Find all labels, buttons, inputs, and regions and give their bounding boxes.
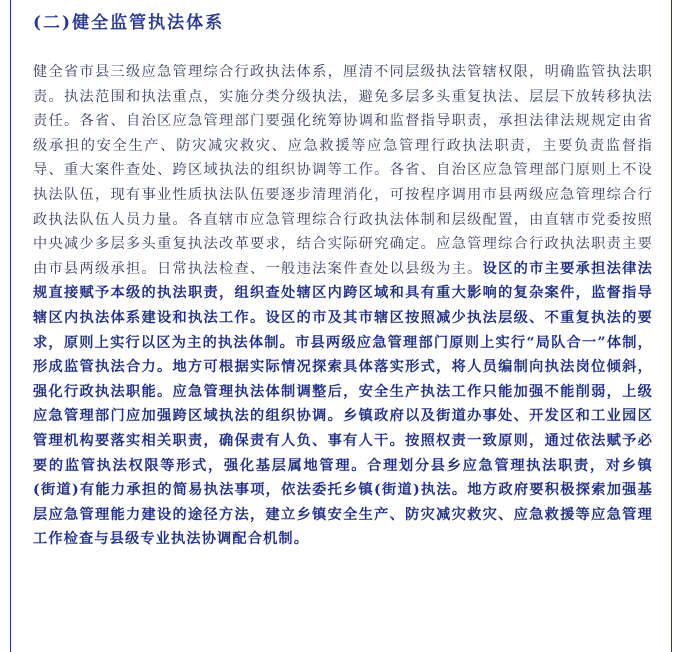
paragraph-normal-text: 健全省市县三级应急管理综合行政执法体系，厘清不同层级执法管辖权限，明确监管执法职责。执法范围和执法重点，实施分类分级执法，避免多层多头重复执法、层层下放转移执法责任。各省、自治区应急管理部门要强化统筹协调和监督指导职责，承担法律法规规定由省级承担的安全生产、防灾减灾救灾、应急救援等应急管理行政执法职责，主要负责监督指导、重大案件查处、跨区域执法的组织协调等工作。各省、自治区应急管理部门原则上不设执法队伍，现有事业性质执法队伍要逐步清理消化，可按程序调用市县两级应急管理综合行政执法队伍人员力量。各直辖市应急管理综合行政执法体制和层级配置，由直辖市党委按照中央减少多层多头重复执法改革要求，结合实际研究确定。应急管理综合行政执法职责主要由市县两级承担。日常执法检查、一般违法案件查处以县级为主。 <box>33 64 653 277</box>
section-paragraph <box>33 60 653 552</box>
paragraph-emphasis-text: 设区的市主要承担法律法规直接赋予本级的执法职责，组织查处辖区内跨区域和具有重大影响的复杂案件，监督指导辖区内执法体系建设和执法工作。设区的市及其市辖区按照减少执法层级、不重复执法的要求，原则上实行以区为主的执法体制。市县两级应急管理部门原则上实行“局队合一”体制，形成监管执法合力。地方可根据实际情况探索具体落实形式，将人员编制向执法岗位倾斜，强化行政执法职能。应急管理执法体制调整后，安全生产执法工作只能加强不能削弱，上级应急管理部门应加强跨区域执法的组织协调。乡镇政府以及街道办事处、开发区和工业园区管理机构要落实相关职责，确保责有人负、事有人干。按照权责一致原则，通过依法赋予必要的监管执法权限等形式，强化基层属地管理。合理划分县乡应急管理执法职责，对乡镇(街道)有能力承担的简易执法事项，依法委托乡镇(街道)执法。地方政府要积极探索加强基层应急管理能力建设的途径方法，建立乡镇安全生产、防灾减灾救灾、应急救援等应急管理工作检查与县级专业执法协调配合机制。 <box>33 260 654 548</box>
section-heading: (二)健全监管执法体系 <box>33 13 225 33</box>
